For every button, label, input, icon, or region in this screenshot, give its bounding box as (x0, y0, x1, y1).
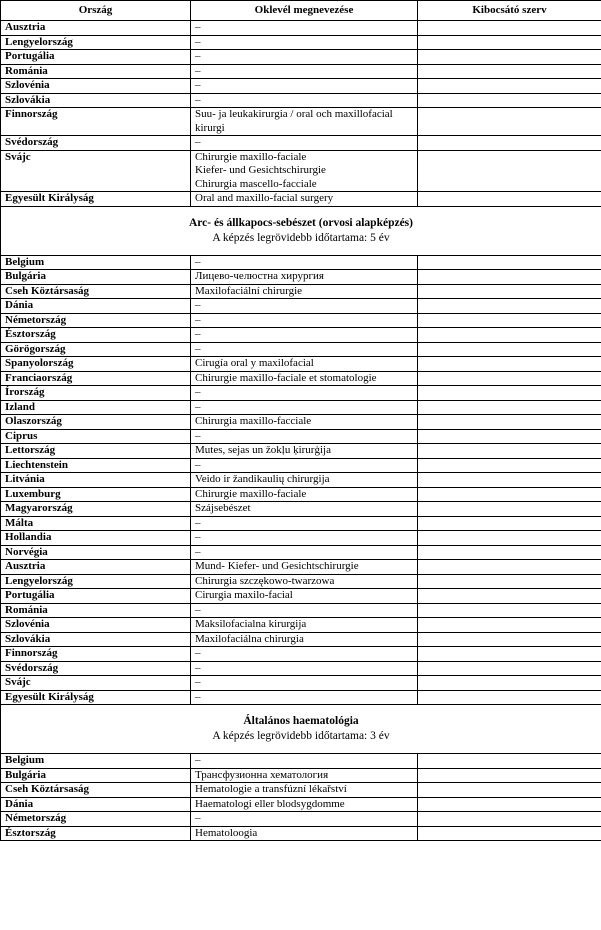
issuer-cell (418, 400, 601, 415)
section-header-row (1, 206, 601, 255)
issuer-cell (418, 516, 601, 531)
issuer-cell (418, 690, 601, 705)
table-row (1, 192, 601, 207)
country-cell: Svájc (1, 150, 191, 192)
country-cell: Ciprus (1, 429, 191, 444)
table-row (1, 21, 601, 36)
country-cell: Dánia (1, 797, 191, 812)
issuer-cell (418, 415, 601, 430)
country-cell: Egyesült Királyság (1, 192, 191, 207)
issuer-cell (418, 458, 601, 473)
diploma-title-cell: Chirurgie maxillo-faciale et stomatologie (191, 371, 418, 386)
table-row (1, 458, 601, 473)
diploma-title-cell: Maksilofacialna kirurgija (191, 618, 418, 633)
table-row (1, 768, 601, 783)
table-row (1, 473, 601, 488)
country-cell: Szlovénia (1, 618, 191, 633)
country-cell: Svédország (1, 661, 191, 676)
country-cell: Románia (1, 64, 191, 79)
country-cell: Románia (1, 603, 191, 618)
diploma-title-cell: – (191, 93, 418, 108)
table-row (1, 516, 601, 531)
issuer-cell (418, 574, 601, 589)
section-header-cell (1, 705, 601, 754)
table-row (1, 371, 601, 386)
table-row (1, 64, 601, 79)
diploma-title-cell: – (191, 661, 418, 676)
issuer-cell (418, 603, 601, 618)
diploma-title-cell: – (191, 458, 418, 473)
issuer-cell (418, 826, 601, 841)
diploma-title-cell: Hematoloogia (191, 826, 418, 841)
issuer-cell (418, 50, 601, 65)
diploma-title-cell: – (191, 754, 418, 769)
country-cell: Cseh Köztársaság (1, 783, 191, 798)
country-cell: Portugália (1, 589, 191, 604)
diploma-title-cell: Suu- ja leukakirurgia / oral och maxillofacial kirurgi (191, 108, 418, 136)
group-top (1, 21, 601, 207)
issuer-cell (418, 192, 601, 207)
table-row (1, 284, 601, 299)
diploma-title-cell: – (191, 545, 418, 560)
table-row (1, 50, 601, 65)
header-country: Ország (1, 1, 191, 21)
table-row (1, 560, 601, 575)
diploma-title-cell: Maxilofaciálna chirurgia (191, 632, 418, 647)
issuer-cell (418, 589, 601, 604)
country-cell: Szlovákia (1, 93, 191, 108)
section-subtitle: A képzés legrövidebb időtartama: 5 év (212, 231, 390, 244)
table-row (1, 647, 601, 662)
section-subtitle: A képzés legrövidebb időtartama: 3 év (212, 730, 390, 742)
country-cell: Lettország (1, 444, 191, 459)
issuer-cell (418, 545, 601, 560)
issuer-cell (418, 768, 601, 783)
table-row (1, 574, 601, 589)
table-row (1, 386, 601, 401)
country-cell: Ausztria (1, 21, 191, 36)
country-cell: Németország (1, 812, 191, 827)
diploma-title-cell: – (191, 429, 418, 444)
diploma-title-cell: Mund- Kiefer- und Gesichtschirurgie (191, 560, 418, 575)
issuer-cell (418, 473, 601, 488)
table-row (1, 754, 601, 769)
issuer-cell (418, 661, 601, 676)
country-cell: Szlovénia (1, 79, 191, 94)
table-row (1, 545, 601, 560)
table-row (1, 299, 601, 314)
country-cell: Cseh Köztársaság (1, 284, 191, 299)
country-cell: Hollandia (1, 531, 191, 546)
country-cell: Liechtenstein (1, 458, 191, 473)
table-row (1, 797, 601, 812)
country-cell: Belgium (1, 255, 191, 270)
country-cell: Egyesült Királyság (1, 690, 191, 705)
country-cell: Belgium (1, 754, 191, 769)
issuer-cell (418, 313, 601, 328)
country-cell: Észtország (1, 826, 191, 841)
country-cell: Svédország (1, 136, 191, 151)
diploma-title-cell: Haematologi eller blodsygdomme (191, 797, 418, 812)
table-row (1, 603, 601, 618)
country-cell: Finnország (1, 647, 191, 662)
country-cell: Izland (1, 400, 191, 415)
issuer-cell (418, 647, 601, 662)
table-row (1, 661, 601, 676)
table-row (1, 429, 601, 444)
country-cell: Franciaország (1, 371, 191, 386)
table-row (1, 826, 601, 841)
diploma-title-cell: – (191, 136, 418, 151)
diploma-title-cell: – (191, 21, 418, 36)
country-cell: Spanyolország (1, 357, 191, 372)
table-row (1, 487, 601, 502)
table-row (1, 150, 601, 192)
issuer-cell (418, 502, 601, 517)
diploma-title-cell: Szájsebészet (191, 502, 418, 517)
country-cell: Írország (1, 386, 191, 401)
diploma-title-cell: Chirurgia szczękowo-twarzowa (191, 574, 418, 589)
table-row (1, 108, 601, 136)
diploma-title-cell: – (191, 400, 418, 415)
table-row (1, 632, 601, 647)
issuer-cell (418, 93, 601, 108)
diploma-title-cell: – (191, 64, 418, 79)
country-cell: Norvégia (1, 545, 191, 560)
table-row (1, 676, 601, 691)
diploma-title-cell: Oral and maxillo-facial surgery (191, 192, 418, 207)
diploma-title-cell: – (191, 516, 418, 531)
section-haematologia (1, 705, 601, 754)
section-title: Arc- és állkapocs-sebészet (orvosi alapképzés) (188, 216, 413, 229)
country-cell: Dánia (1, 299, 191, 314)
diploma-title-cell: – (191, 812, 418, 827)
issuer-cell (418, 386, 601, 401)
table-row (1, 400, 601, 415)
diploma-title-cell: Лицево-челюстна хирургия (191, 270, 418, 285)
table-row (1, 342, 601, 357)
section-header-cell (1, 206, 601, 255)
country-cell: Finnország (1, 108, 191, 136)
issuer-cell (418, 35, 601, 50)
issuer-cell (418, 560, 601, 575)
issuer-cell (418, 64, 601, 79)
country-cell: Észtország (1, 328, 191, 343)
issuer-cell (418, 284, 601, 299)
diploma-title-cell: Mutes, sejas un žokļu ķirurģija (191, 444, 418, 459)
table-row (1, 93, 601, 108)
issuer-cell (418, 487, 601, 502)
issuer-cell (418, 783, 601, 798)
table-row (1, 531, 601, 546)
country-cell: Bulgária (1, 270, 191, 285)
country-cell: Magyarország (1, 502, 191, 517)
table-row (1, 502, 601, 517)
table-row (1, 415, 601, 430)
issuer-cell (418, 754, 601, 769)
diploma-title-cell: – (191, 342, 418, 357)
country-cell: Litvánia (1, 473, 191, 488)
diploma-title-cell: – (191, 531, 418, 546)
diploma-title-cell: Cirurgia maxilo-facial (191, 589, 418, 604)
diploma-title-cell: Maxilofaciální chirurgie (191, 284, 418, 299)
country-cell: Olaszország (1, 415, 191, 430)
issuer-cell (418, 108, 601, 136)
table-row (1, 136, 601, 151)
group-bottom (1, 754, 601, 841)
diploma-title-cell: Veido ir žandikaulių chirurgija (191, 473, 418, 488)
table-row (1, 589, 601, 604)
diploma-title-cell: Hematologie a transfúzní lékařství (191, 783, 418, 798)
table-row (1, 690, 601, 705)
section-title: Általános haematológia (243, 715, 359, 727)
diploma-title-cell: – (191, 50, 418, 65)
country-cell: Görögország (1, 342, 191, 357)
country-cell: Bulgária (1, 768, 191, 783)
country-cell: Németország (1, 313, 191, 328)
issuer-cell (418, 618, 601, 633)
table-row (1, 618, 601, 633)
diploma-title-cell: – (191, 35, 418, 50)
diploma-title-cell: Cirugía oral y maxilofacial (191, 357, 418, 372)
diploma-title-cell: – (191, 647, 418, 662)
issuer-cell (418, 79, 601, 94)
diploma-title-cell: – (191, 79, 418, 94)
issuer-cell (418, 270, 601, 285)
section-arc-allkapocs (1, 206, 601, 255)
issuer-cell (418, 342, 601, 357)
table-row (1, 313, 601, 328)
issuer-cell (418, 299, 601, 314)
table-row (1, 444, 601, 459)
diploma-title-cell: Chirurgia maxillo-facciale (191, 415, 418, 430)
table-row (1, 270, 601, 285)
diploma-title-cell: – (191, 690, 418, 705)
issuer-cell (418, 21, 601, 36)
issuer-cell (418, 357, 601, 372)
table-row (1, 783, 601, 798)
table-row (1, 255, 601, 270)
issuer-cell (418, 429, 601, 444)
country-cell: Portugália (1, 50, 191, 65)
diploma-title-cell: – (191, 676, 418, 691)
issuer-cell (418, 797, 601, 812)
country-cell: Lengyelország (1, 574, 191, 589)
diploma-title-cell: – (191, 386, 418, 401)
diploma-title-cell: – (191, 255, 418, 270)
table-row (1, 79, 601, 94)
diploma-title-cell: – (191, 313, 418, 328)
country-cell: Málta (1, 516, 191, 531)
country-cell: Luxemburg (1, 487, 191, 502)
header-issuer: Kibocsátó szerv (418, 1, 601, 21)
section-header-row (1, 705, 601, 754)
table-row (1, 35, 601, 50)
diploma-title-cell: Chirurgie maxillo-faciale (191, 487, 418, 502)
issuer-cell (418, 531, 601, 546)
diploma-title-cell: – (191, 299, 418, 314)
issuer-cell (418, 255, 601, 270)
issuer-cell (418, 136, 601, 151)
issuer-cell (418, 371, 601, 386)
header-row (1, 1, 601, 21)
issuer-cell (418, 444, 601, 459)
diploma-title-cell: – (191, 603, 418, 618)
issuer-cell (418, 812, 601, 827)
table-row (1, 812, 601, 827)
country-cell: Szlovákia (1, 632, 191, 647)
table-row (1, 357, 601, 372)
diploma-title-cell: Трансфузионна хематология (191, 768, 418, 783)
diploma-title-cell: – (191, 328, 418, 343)
table-row (1, 328, 601, 343)
issuer-cell (418, 150, 601, 192)
diploma-title-cell: Chirurgie maxillo-faciale Kiefer- und Gesichtschirurgie Chirurgia mascello-facciale (191, 150, 418, 192)
country-cell: Ausztria (1, 560, 191, 575)
header-diploma: Oklevél megnevezése (191, 1, 418, 21)
issuer-cell (418, 676, 601, 691)
country-cell: Svájc (1, 676, 191, 691)
group-mid (1, 255, 601, 705)
country-cell: Lengyelország (1, 35, 191, 50)
issuer-cell (418, 632, 601, 647)
issuer-cell (418, 328, 601, 343)
